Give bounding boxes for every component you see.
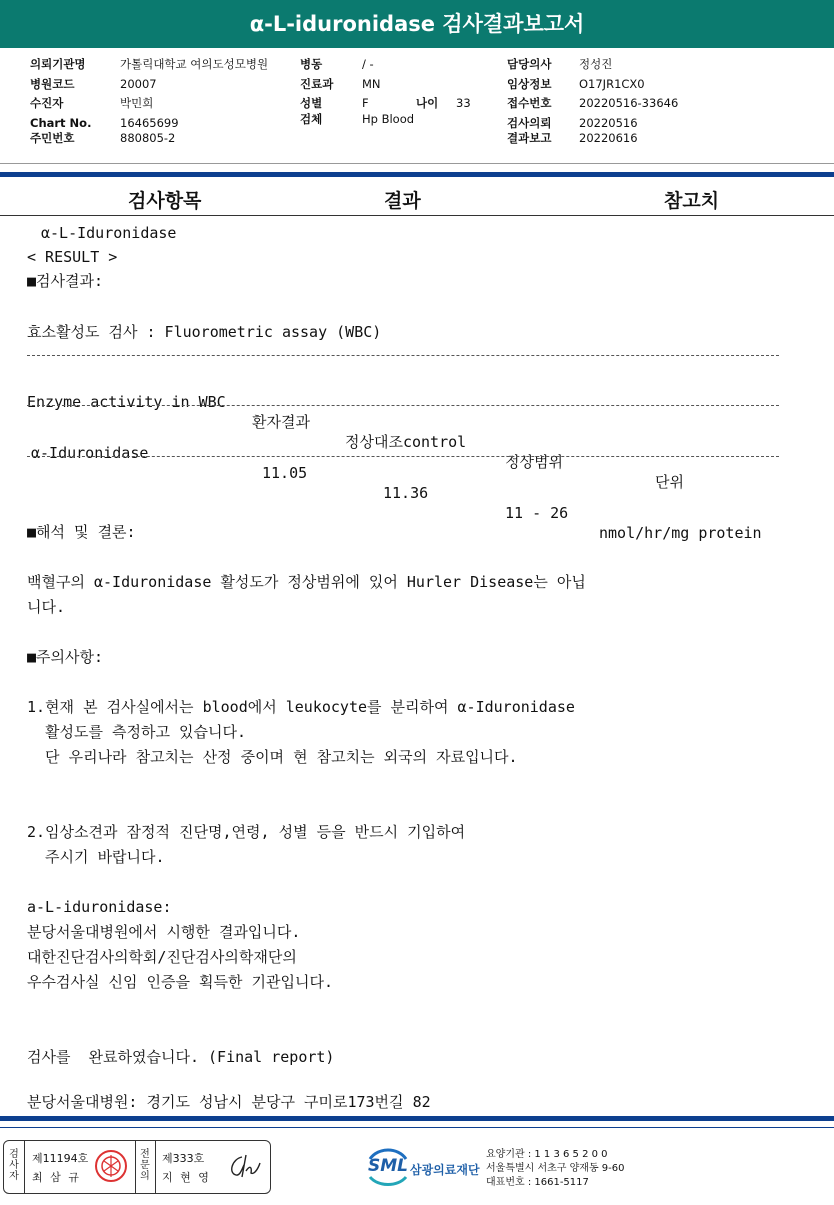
header-divider [0, 163, 834, 164]
result-tag: < RESULT > [27, 248, 118, 266]
td-enzyme: α-Iduronidase [31, 444, 149, 462]
org-logo-text: SML [368, 1156, 408, 1176]
header-col-1 [30, 55, 268, 149]
inspector-name: 최 삼 규 [32, 1171, 81, 1184]
blue-divider-bottom [0, 1116, 834, 1121]
lab-line-3: 대한진단검사의학회/진단검사의학재단의 [27, 948, 297, 966]
col-heading-reference: 참고치 [664, 190, 720, 212]
section-notes: ■주의사항: [27, 648, 104, 666]
col-heading-result: 결과 [384, 190, 421, 212]
inspector-label: 검사자 [9, 1149, 19, 1182]
value-hospital-code: 20007 [120, 76, 157, 91]
org-logo [366, 1147, 480, 1191]
note2-line-2: 주시기 바랍니다. [27, 848, 165, 866]
section-interpretation: ■해석 및 결론: [27, 523, 136, 541]
note1-line-1: 1.현재 본 검사실에서는 blood에서 leukocyte를 분리하여 α-Iduronidase [27, 698, 575, 716]
inspector-no: 제11194호 [32, 1152, 89, 1165]
col-heading-item: 검사항목 [128, 190, 202, 212]
col-heading-divider [0, 215, 834, 216]
header-col-3 [507, 55, 678, 149]
td-normal-range: 11 - 26 [505, 504, 569, 522]
org-address: 서울특별시 서초구 양재동 9-60 [486, 1163, 625, 1174]
value-doctor: 정성진 [579, 57, 613, 71]
value-report-date: 20220616 [579, 131, 638, 145]
th-normal-range: 정상범위 [505, 453, 563, 471]
value-receipt-no: 20220516-33646 [579, 96, 679, 110]
value-sex: F [362, 96, 369, 110]
stamp-divider-2 [135, 1141, 136, 1193]
label-hospital-code: 병원코드 [30, 76, 75, 91]
specialist-name: 지 현 영 [162, 1171, 211, 1184]
label-request-date: 검사의뢰 [507, 115, 552, 130]
value-chart-no: 16465699 [120, 115, 179, 130]
label-age: 나이 [416, 96, 439, 110]
note2-line-1: 2.임상소견과 잠정적 진단명,연령, 성별 등을 반드시 기입하여 [27, 823, 466, 841]
header-col-2 [300, 55, 471, 129]
value-request-date: 20220516 [579, 115, 638, 130]
td-control: 11.36 [383, 484, 429, 502]
org-name: 삼광의료재단 [410, 1163, 480, 1177]
th-enzyme: Enzyme activity in WBC [27, 393, 226, 411]
lab-line-1: a-L-iduronidase: [27, 898, 172, 916]
note1-line-2: 활성도를 측정하고 있습니다. [27, 723, 247, 741]
method-line: 효소활성도 검사 : Fluorometric assay (WBC) [27, 323, 382, 341]
value-specimen: Hp Blood [362, 111, 415, 126]
label-department: 진료과 [300, 76, 334, 91]
note1-line-3: 단 우리나라 참고치는 산정 중이며 현 참고치는 외국의 자료입니다. [27, 748, 518, 766]
label-receipt-no: 접수번호 [507, 96, 552, 110]
label-chart-no: Chart No. [30, 115, 92, 130]
label-doctor: 담당의사 [507, 57, 552, 71]
specialist-no: 제333호 [162, 1152, 205, 1165]
value-patient: 박민희 [120, 96, 154, 110]
org-info [486, 1148, 625, 1190]
blue-divider-bottom-thin [0, 1127, 834, 1128]
label-specimen: 검체 [300, 111, 323, 126]
org-phone: 대표번호 : 1661-5117 [486, 1177, 589, 1188]
stamp-divider-3 [155, 1141, 156, 1193]
label-patient: 수진자 [30, 96, 64, 110]
table-rule-top [27, 355, 779, 356]
td-patient-result: 11.05 [262, 464, 308, 482]
td-unit: nmol/hr/mg protein [599, 524, 762, 542]
label-ward: 병동 [300, 57, 323, 71]
blue-divider-top [0, 172, 834, 177]
final-report-line: 검사를 완료하였습니다. (Final report) [27, 1048, 335, 1066]
th-control: 정상대조control [345, 433, 467, 451]
section-result: ■검사결과: [27, 272, 104, 290]
value-ward: / - [362, 57, 374, 71]
signature-box [3, 1140, 271, 1194]
value-department: MN [362, 76, 381, 91]
label-resident-no: 주민번호 [30, 131, 75, 145]
label-clinical-info: 임상정보 [507, 76, 552, 91]
signature-icon [224, 1151, 264, 1183]
label-sex: 성별 [300, 96, 323, 110]
label-requesting-hospital: 의뢰기관명 [30, 57, 86, 71]
report-title-bar [0, 0, 834, 48]
th-patient-result: 환자결과 [252, 413, 310, 431]
value-age: 33 [456, 96, 471, 110]
address-line: 분당서울대병원: 경기도 성남시 분당구 구미로173번길 82 [27, 1093, 431, 1111]
value-clinical-info: O17JR1CX0 [579, 76, 645, 91]
table-rule-mid [27, 405, 779, 406]
label-report-date: 결과보고 [507, 131, 552, 145]
interpretation-line-2: 니다. [27, 598, 66, 616]
value-resident-no: 880805-2 [120, 131, 176, 145]
test-name: α-L-Iduronidase [41, 224, 177, 242]
lab-line-2: 분당서울대병원에서 시행한 결과입니다. [27, 923, 301, 941]
lab-line-4: 우수검사실 신임 인증을 획득한 기관입니다. [27, 973, 333, 991]
report-title: α-L-iduronidase 검사결과보고서 [249, 12, 585, 36]
specialist-label: 전문의 [140, 1149, 150, 1182]
th-unit: 단위 [655, 473, 684, 491]
stamp-divider-1 [24, 1141, 25, 1193]
seal-stamp-icon [94, 1149, 128, 1183]
table-rule-bottom [27, 456, 779, 457]
value-requesting-hospital: 가톨릭대학교 여의도성모병원 [120, 57, 269, 71]
interpretation-line-1: 백혈구의 α-Iduronidase 활성도가 정상범위에 있어 Hurler Disease는 아닙 [27, 573, 586, 591]
org-code: 요양기관 : 1 1 3 6 5 2 0 0 [486, 1149, 608, 1160]
